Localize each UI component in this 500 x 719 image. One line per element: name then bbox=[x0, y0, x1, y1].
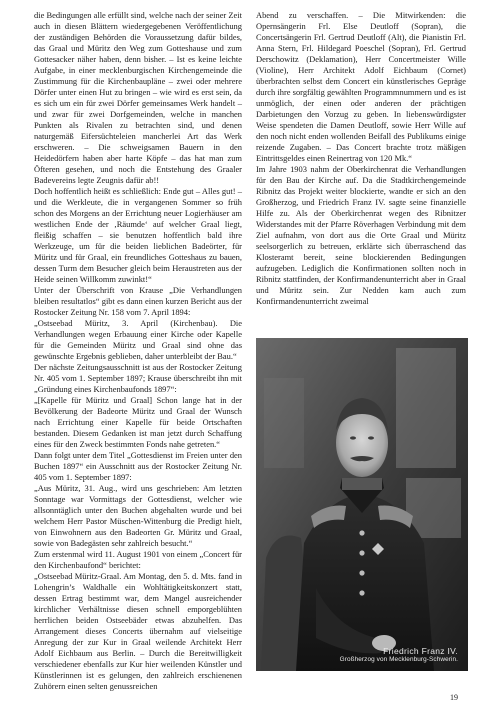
text-column-left bbox=[34, 10, 242, 692]
quote-paragraph: „Aus Müritz, 31. Aug., wird uns geschrieben: Am letzten Sonntage war Vormittags der Gottesdienst, welcher wie allsonntäglich unter den Buchen abgehalten wurde und bei welchem Herr Pastor Müschen-Wittenburg die Predigt hielt, von Einwohnern aus den Badeorten Gr. Müritz und Graal, sowie von Badegästen sehr zahlreich besucht.“ bbox=[34, 483, 242, 548]
paragraph: Der nächste Zeitungsausschnitt ist aus der Rostocker Zeitung Nr. 405 vom 1. September 1897; Krause überschreibt ihn mit „Gründung eines Kirchenbaufonds 1897“: bbox=[34, 362, 242, 394]
paragraph: die Bedingungen alle erfüllt sind, welche nach der seiner Zeit auch in diesen Blättern wiedergegebenen Veröffentlichung der zuständigen Behörden die Voraussetzung dafür bildes, das Graal und Müritz den Weg zum Gotteshause und zum Gottesacker näher haben, denn bisher. – Ist es keine leichte Aufgabe, in einer mecklenburgischen Kirchengemeinde die Zustimmung für die Kirchenbaupläne – zwei oder mehrere Dörfer unter einen Hut zu bringen – wie wird es erst sein, da es sich um ein für zwei Dörfer gemeinsames Werk handelt – und zwar für zwei Dorfgemeinden, welche in manchen Punkten als Rivalen zu betrachten sind, und denen naturgemäß Eifersüchteleien mancherlei Art das Werk erschweren. – Die schweigsamen Bauern in den Heidedörfern haben aber harte Köpfe – das hat man zum Öfteren gesehen, und noch die Entstehung des Graaler Badevereins legte Zeugnis dafür ab!! bbox=[34, 10, 242, 185]
paragraph: Unter der Überschrift von Krause „Die Verhandlungen bleiben resultatlos“ gibt es dann einen kurzen Bericht aus der Rostocker Zeitung Nr. 158 vom 7. April 1894: bbox=[34, 285, 242, 317]
page-number: 19 bbox=[450, 693, 458, 702]
text-column-right bbox=[256, 10, 466, 307]
paragraph: Doch hoffentlich heißt es schließlich: Ende gut – Alles gut! – und die Werkleute, die in vergangenen Sommer so früh schon des Morgens an der Errichtung neuer Logierhäuser am westlichen Ende der ‚Räumde‘ auf welcher Graal liegt, fleißig schaffen – sie benutzen hoffentlich bald ihre Werkzeuge, um für die beiden lieblichen Badeörter, für Müritz und für Graal, ein freundliches Gotteshaus zu bauen, dessen Turm dem Besucher gleich beim Heraustreten aus der Heide seinen Willkomm zuwinkt!“ bbox=[34, 186, 242, 284]
quote-paragraph: „Ostseebad Müritz-Graal. Am Montag, den 5. d. Mts. fand in Lohengrin’s Waldhalle ein Wohltätigkeitskonzert statt, dessen Ertrag bestimmt war, dem Mangel ausreichender kirchlicher Verhältnisse diesen schnell emporgeblühten herrlichen beiden Ostseebäder etwas abzuhelfen. Das Arrangement dieses Concerts übernahm auf vielseitige Anregung der zur Kur in Graal weilende Architekt Herr Adolf Eichbaum aus Berlin. – Durch die Bereitwilligkeit verschiedener ebenfalls zur Kur hier weilenden Künstler und Künstlerinnen ist es gelungen, den zahlreich erschienenen Zuhörern einen selten genussreichen bbox=[34, 571, 242, 691]
paragraph: Im Jahre 1903 nahm der Oberkirchenrat die Verhandlungen für den Bau der Kirche auf. Da die Stadtkirchengemeinde Ribnitz das Projekt weiter blockierte, wandte er sich an den Großherzog, und Friedrich Franz IV. sagte seine finanzielle Hilfe zu. Als der Oberkirchenrat wegen des Ribnitzer Widerstandes mit der Pfarre Röverhagen Verbindung mit dem Ziel aufnahm, von dort aus die Orte Graal und Müritz seelsorgerlich zu betreuen, erklärte sich überraschend das Klosteramt bereit, seine blockierenden Bedingungen aufzugeben. Lediglich die Konfirmationen sollten noch in Ribnitz stattfinden, der Konfirmandenunterricht aber in Graal und Müritz sein. Zur Nedden kam auch zum Konfirmandenunterricht zweimal bbox=[256, 164, 466, 306]
paragraph: Zum erstenmal wird 11. August 1901 von einem „Concert für den Kirchenbaufond“ berichtet: bbox=[34, 549, 242, 570]
caption-title: Großherzog von Mecklenburg-Schwerin. bbox=[339, 656, 458, 663]
portrait-photo bbox=[256, 338, 468, 671]
paragraph: Abend zu verschaffen. – Die Mitwirkenden: die Opernsängerin Frl. Else Deutloff (Sopran), die Concertsängerin Frl. Gertrud Deutloff (Alt), die Pianistin Frl. Anna Stern, Frl. Hildegard Poeschel (Sopran), Frl. Gertrud Derschowitz (Deklamation), Herr Concertmeister Wille (Violine), Herr Architekt Adolf Eichbaum (Cornet) überbrachten selbst dem Concert ein künstlerisches Gepräge durch ihre sorgfältig gewählten Programmnummern und es ist unmöglich, der einen oder anderen der prächtigen Darbietungen den Vorzug zu geben. In liebenswürdigster Weise spendeten die Damen Deutloff, sowie Herr Wille auf den noch nicht enden wollenden Beifall des Publikums einige reizende Zugaben. – Das Concert brachte trotz mäßigen Eintrittsgeldes einen Reinertrag von 120 Mk.“ bbox=[256, 10, 466, 163]
photo-caption bbox=[340, 646, 458, 663]
portrait-illustration bbox=[256, 338, 468, 671]
quote-paragraph: „Ostseebad Müritz, 3. April (Kirchenbau). Die Verhandlungen wegen Erbauung einer Kirche oder Kapelle für die Gemeinden Müritz und Graal sind ohne das gewünschte Ergebnis geblieben, daher unterbleibt der Bau.“ bbox=[34, 318, 242, 361]
caption-name: Friedrich Franz IV. bbox=[383, 646, 458, 656]
quote-paragraph: „[Kapelle für Müritz und Graal] Schon lange hat in der Bevölkerung der Badeorte Müritz und Graal der Wunsch nach Errichtung einer Kapelle für beide Ortschaften bestanden. Diesem Gedanken ist man jetzt durch Schaffung eines für den Zweck bestimmten Fonds nahe getreten.“ bbox=[34, 395, 242, 449]
paragraph: Dann folgt unter dem Titel „Gottesdienst im Freien unter den Buchen 1897“ ein Ausschnitt aus der Rostocker Zeitung Nr. 405 vom 1. September 1897: bbox=[34, 450, 242, 482]
